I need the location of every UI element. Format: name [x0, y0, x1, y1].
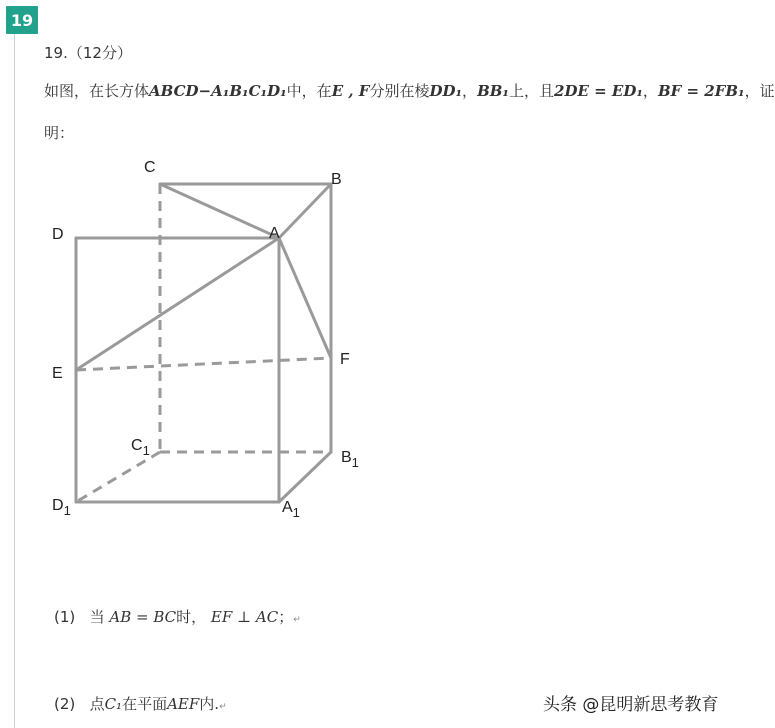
part-2-point: C₁ [104, 695, 123, 713]
intro-end: ，证 [744, 82, 775, 100]
part-1-number: (1) [54, 608, 76, 626]
question-intro-line-2: 明： [44, 124, 75, 142]
part-2 [54, 693, 227, 714]
label-c: C [144, 159, 156, 176]
label-f: F [340, 351, 350, 368]
intro-mid3: 上，且 [509, 82, 555, 100]
condition-bf: BF = 2FB₁ [657, 82, 745, 100]
part-1-suffix: 时， [176, 608, 207, 626]
label-e: E [52, 365, 63, 382]
part-1 [54, 606, 301, 627]
part-1-condition: AB = BC [109, 608, 177, 626]
label-b: B [331, 171, 342, 188]
part-2-prefix: 点 [89, 695, 105, 713]
part-2-number: (2) [54, 695, 76, 713]
part-1-end: ； [278, 608, 294, 626]
label-a1: $A_1$ [282, 499, 300, 520]
question-number-badge: 19 [6, 6, 38, 34]
label-d: D [52, 226, 64, 243]
part-2-end: 内. [199, 695, 220, 713]
label-c1: $C_1$ [131, 437, 150, 458]
condition-de: 2DE = ED₁ [554, 82, 643, 100]
edge-c1d1-hidden [76, 452, 160, 502]
edge-bb1: BB₁ [477, 82, 509, 100]
question-header: 19.（12分） [44, 44, 132, 62]
part-1-claim: EF ⊥ AC [210, 608, 279, 626]
intro-mid1: 中，在 [286, 82, 332, 100]
edge-a1b1 [279, 452, 331, 502]
intro-mid2: 分别在棱 [369, 82, 430, 100]
solid-name: ABCD−A₁B₁C₁D₁ [149, 82, 287, 100]
left-rule [14, 32, 15, 728]
edge-ba [279, 184, 331, 238]
intro-prefix: 如图，在长方体 [44, 82, 150, 100]
label-a: A [269, 225, 280, 242]
edge-dd1: DD₁ [429, 82, 463, 100]
cuboid-figure [44, 152, 368, 528]
label-b1: $B_1$ [341, 449, 359, 470]
label-d1: $D_1$ [52, 497, 71, 518]
separator-1: ， [462, 82, 478, 100]
edge-ca [160, 184, 279, 238]
segment-af [279, 238, 331, 358]
points-ef: E , F [331, 82, 370, 100]
part-2-return-mark: ↵ [219, 702, 227, 712]
part-1-prefix: 当 [89, 608, 105, 626]
separator-2: ， [642, 82, 658, 100]
part-2-plane: AEF [167, 695, 200, 713]
part-1-return-mark: ↵ [293, 615, 301, 625]
segment-ea [76, 238, 279, 370]
part-2-suffix: 在平面 [122, 695, 168, 713]
watermark: 头条 @昆明新思考教育 [543, 695, 719, 715]
segment-ef-hidden [76, 358, 331, 370]
question-intro-line [44, 80, 775, 101]
